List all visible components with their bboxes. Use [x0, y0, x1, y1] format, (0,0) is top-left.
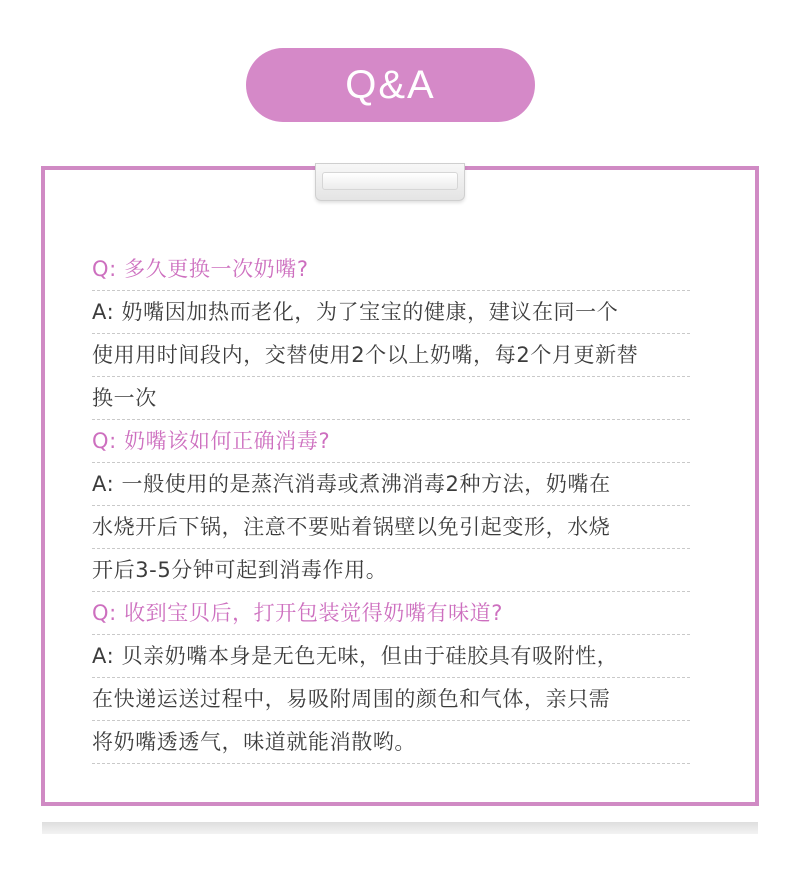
- question-3: Q: 收到宝贝后，打开包装觉得奶嘴有味道?: [92, 592, 690, 635]
- answer-1-line-2: 使用用时间段内，交替使用2个以上奶嘴，每2个月更新替: [92, 334, 690, 377]
- question-2: Q: 奶嘴该如何正确消毒?: [92, 420, 690, 463]
- answer-2-line-3: 开后3-5分钟可起到消毒作用。: [92, 549, 690, 592]
- answer-3-line-3: 将奶嘴透透气，味道就能消散哟。: [92, 721, 690, 764]
- answer-2-line-1: A: 一般使用的是蒸汽消毒或煮沸消毒2种方法，奶嘴在: [92, 463, 690, 506]
- answer-1-line-3: 换一次: [92, 377, 690, 420]
- answer-1-line-1: A: 奶嘴因加热而老化，为了宝宝的健康，建议在同一个: [92, 291, 690, 334]
- qa-title-badge: [246, 48, 535, 122]
- question-1: Q: 多久更换一次奶嘴?: [92, 248, 690, 291]
- qa-title: Q&A: [345, 62, 436, 107]
- card-shadow: [42, 822, 758, 834]
- qa-list: [92, 248, 690, 764]
- answer-2-line-2: 水烧开后下锅，注意不要贴着锅壁以免引起变形，水烧: [92, 506, 690, 549]
- answer-3-line-1: A: 贝亲奶嘴本身是无色无味，但由于硅胶具有吸附性，: [92, 635, 690, 678]
- answer-3-line-2: 在快递运送过程中，易吸附周围的颜色和气体，亲只需: [92, 678, 690, 721]
- clip-decoration: [315, 163, 465, 201]
- clip-inner: [322, 172, 458, 190]
